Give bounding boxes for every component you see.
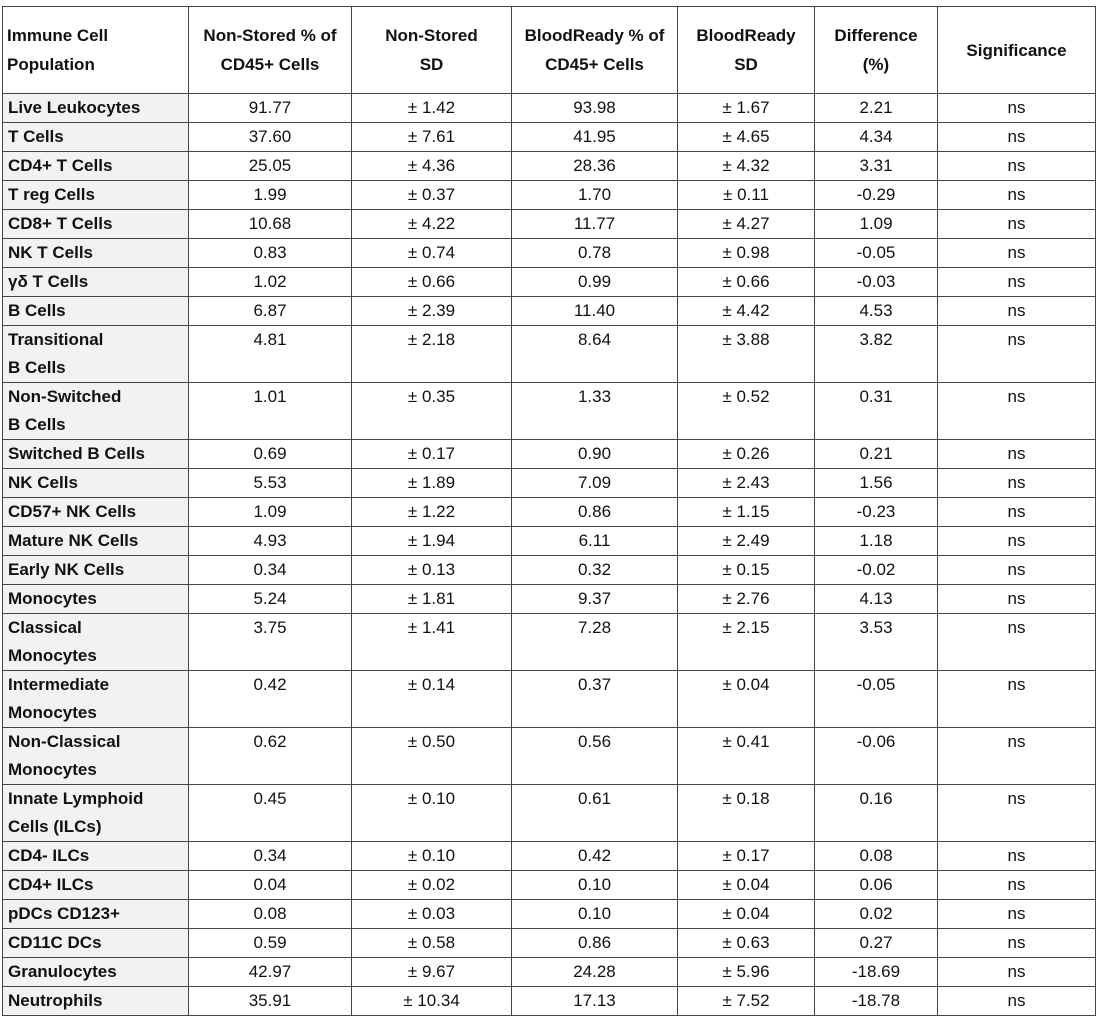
cell-bloodready-sd: ± 0.11: [678, 181, 815, 210]
cell-population: Non-Switched B Cells: [3, 383, 189, 440]
cell-bloodready-pct: 0.86: [512, 498, 678, 527]
cell-significance: ns: [938, 123, 1096, 152]
cell-difference: 0.31: [815, 383, 938, 440]
cell-population: Granulocytes: [3, 958, 189, 987]
cell-difference: 4.34: [815, 123, 938, 152]
cell-significance: ns: [938, 614, 1096, 671]
cell-bloodready-pct: 7.28: [512, 614, 678, 671]
cell-significance: ns: [938, 440, 1096, 469]
cell-bloodready-sd: ± 1.67: [678, 94, 815, 123]
cell-bloodready-pct: 28.36: [512, 152, 678, 181]
cell-nonstored-pct: 0.69: [189, 440, 352, 469]
cell-bloodready-sd: ± 0.63: [678, 929, 815, 958]
cell-nonstored-pct: 0.04: [189, 871, 352, 900]
cell-nonstored-sd: ± 1.94: [352, 527, 512, 556]
cell-nonstored-pct: 91.77: [189, 94, 352, 123]
cell-bloodready-sd: ± 0.26: [678, 440, 815, 469]
table-row: [3, 239, 1096, 268]
table-row: [3, 268, 1096, 297]
cell-bloodready-sd: ± 4.42: [678, 297, 815, 326]
cell-bloodready-pct: 0.42: [512, 842, 678, 871]
cell-population: CD4+ T Cells: [3, 152, 189, 181]
cell-bloodready-sd: ± 4.32: [678, 152, 815, 181]
cell-population: Monocytes: [3, 585, 189, 614]
cell-nonstored-sd: ± 0.58: [352, 929, 512, 958]
cell-nonstored-pct: 37.60: [189, 123, 352, 152]
table-row: [3, 987, 1096, 1016]
cell-bloodready-pct: 9.37: [512, 585, 678, 614]
cell-bloodready-sd: ± 4.27: [678, 210, 815, 239]
cell-population: CD4+ ILCs: [3, 871, 189, 900]
cell-significance: ns: [938, 785, 1096, 842]
cell-nonstored-sd: ± 2.39: [352, 297, 512, 326]
cell-population: Transitional B Cells: [3, 326, 189, 383]
cell-difference: -0.29: [815, 181, 938, 210]
cell-nonstored-pct: 6.87: [189, 297, 352, 326]
cell-nonstored-pct: 1.02: [189, 268, 352, 297]
cell-bloodready-pct: 0.90: [512, 440, 678, 469]
table-row: [3, 210, 1096, 239]
cell-nonstored-pct: 0.62: [189, 728, 352, 785]
table-row: [3, 585, 1096, 614]
cell-difference: 2.21: [815, 94, 938, 123]
cell-nonstored-pct: 10.68: [189, 210, 352, 239]
cell-significance: ns: [938, 181, 1096, 210]
cell-nonstored-pct: 0.08: [189, 900, 352, 929]
cell-nonstored-sd: ± 4.36: [352, 152, 512, 181]
table-row: [3, 958, 1096, 987]
header-bloodready-sd: BloodReady SD: [678, 7, 815, 94]
cell-bloodready-pct: 0.86: [512, 929, 678, 958]
cell-bloodready-sd: ± 0.41: [678, 728, 815, 785]
cell-significance: ns: [938, 671, 1096, 728]
cell-population: Mature NK Cells: [3, 527, 189, 556]
cell-bloodready-pct: 11.77: [512, 210, 678, 239]
table-row: [3, 181, 1096, 210]
cell-nonstored-sd: ± 0.35: [352, 383, 512, 440]
cell-population: NK T Cells: [3, 239, 189, 268]
header-significance: Significance: [938, 7, 1096, 94]
table-row: [3, 527, 1096, 556]
table-row: [3, 123, 1096, 152]
cell-bloodready-pct: 17.13: [512, 987, 678, 1016]
cell-difference: 0.08: [815, 842, 938, 871]
table-row: [3, 383, 1096, 440]
cell-bloodready-sd: ± 0.04: [678, 671, 815, 728]
cell-significance: ns: [938, 297, 1096, 326]
cell-population: B Cells: [3, 297, 189, 326]
cell-bloodready-sd: ± 3.88: [678, 326, 815, 383]
cell-population: T Cells: [3, 123, 189, 152]
cell-bloodready-sd: ± 2.43: [678, 469, 815, 498]
cell-nonstored-sd: ± 0.13: [352, 556, 512, 585]
cell-bloodready-pct: 8.64: [512, 326, 678, 383]
cell-nonstored-sd: ± 0.17: [352, 440, 512, 469]
cell-significance: ns: [938, 210, 1096, 239]
cell-significance: ns: [938, 383, 1096, 440]
cell-bloodready-sd: ± 7.52: [678, 987, 815, 1016]
cell-nonstored-pct: 0.42: [189, 671, 352, 728]
cell-bloodready-sd: ± 4.65: [678, 123, 815, 152]
cell-nonstored-sd: ± 0.14: [352, 671, 512, 728]
cell-difference: -0.06: [815, 728, 938, 785]
cell-bloodready-sd: ± 0.66: [678, 268, 815, 297]
cell-bloodready-sd: ± 0.15: [678, 556, 815, 585]
cell-population: pDCs CD123+: [3, 900, 189, 929]
cell-nonstored-pct: 4.81: [189, 326, 352, 383]
cell-nonstored-pct: 0.83: [189, 239, 352, 268]
cell-bloodready-sd: ± 2.15: [678, 614, 815, 671]
cell-population: Neutrophils: [3, 987, 189, 1016]
header-row: [3, 7, 1096, 94]
cell-bloodready-pct: 0.99: [512, 268, 678, 297]
cell-population: Innate Lymphoid Cells (ILCs): [3, 785, 189, 842]
cell-bloodready-pct: 6.11: [512, 527, 678, 556]
cell-population: NK Cells: [3, 469, 189, 498]
cell-significance: ns: [938, 469, 1096, 498]
table-row: [3, 297, 1096, 326]
cell-population: CD57+ NK Cells: [3, 498, 189, 527]
cell-nonstored-sd: ± 2.18: [352, 326, 512, 383]
cell-significance: ns: [938, 268, 1096, 297]
header-bloodready-pct: BloodReady % of CD45+ Cells: [512, 7, 678, 94]
table-row: [3, 785, 1096, 842]
cell-nonstored-pct: 1.09: [189, 498, 352, 527]
cell-bloodready-pct: 0.37: [512, 671, 678, 728]
cell-bloodready-sd: ± 0.04: [678, 871, 815, 900]
cell-difference: -18.69: [815, 958, 938, 987]
cell-difference: -0.02: [815, 556, 938, 585]
cell-significance: ns: [938, 728, 1096, 785]
table-row: [3, 900, 1096, 929]
cell-nonstored-pct: 1.01: [189, 383, 352, 440]
cell-nonstored-sd: ± 0.10: [352, 785, 512, 842]
cell-significance: ns: [938, 958, 1096, 987]
header-nonstored-pct: Non-Stored % of CD45+ Cells: [189, 7, 352, 94]
cell-difference: 3.53: [815, 614, 938, 671]
cell-bloodready-pct: 7.09: [512, 469, 678, 498]
header-difference: Difference (%): [815, 7, 938, 94]
cell-nonstored-sd: ± 9.67: [352, 958, 512, 987]
cell-bloodready-pct: 0.56: [512, 728, 678, 785]
cell-population: CD8+ T Cells: [3, 210, 189, 239]
cell-difference: 0.27: [815, 929, 938, 958]
cell-nonstored-sd: ± 1.89: [352, 469, 512, 498]
table-row: [3, 498, 1096, 527]
cell-nonstored-pct: 25.05: [189, 152, 352, 181]
cell-significance: ns: [938, 842, 1096, 871]
table-row: [3, 469, 1096, 498]
cell-difference: 4.13: [815, 585, 938, 614]
cell-difference: -0.03: [815, 268, 938, 297]
table-row: [3, 842, 1096, 871]
cell-bloodready-pct: 0.10: [512, 900, 678, 929]
cell-bloodready-sd: ± 0.52: [678, 383, 815, 440]
cell-difference: 1.09: [815, 210, 938, 239]
cell-population: Non-Classical Monocytes: [3, 728, 189, 785]
cell-bloodready-pct: 93.98: [512, 94, 678, 123]
cell-population: γδ T Cells: [3, 268, 189, 297]
cell-population: Switched B Cells: [3, 440, 189, 469]
cell-nonstored-pct: 5.24: [189, 585, 352, 614]
cell-bloodready-sd: ± 0.17: [678, 842, 815, 871]
cell-difference: -0.23: [815, 498, 938, 527]
cell-bloodready-pct: 0.10: [512, 871, 678, 900]
cell-nonstored-pct: 35.91: [189, 987, 352, 1016]
cell-bloodready-sd: ± 5.96: [678, 958, 815, 987]
cell-nonstored-sd: ± 10.34: [352, 987, 512, 1016]
immune-cell-table: [2, 6, 1096, 1016]
cell-bloodready-sd: ± 2.76: [678, 585, 815, 614]
table-row: [3, 440, 1096, 469]
cell-difference: 4.53: [815, 297, 938, 326]
table-row: [3, 326, 1096, 383]
cell-nonstored-sd: ± 0.66: [352, 268, 512, 297]
table-row: [3, 152, 1096, 181]
header-population: Immune Cell Population: [3, 7, 189, 94]
table-row: [3, 614, 1096, 671]
cell-nonstored-sd: ± 0.10: [352, 842, 512, 871]
cell-difference: 0.21: [815, 440, 938, 469]
cell-bloodready-sd: ± 0.18: [678, 785, 815, 842]
cell-nonstored-pct: 0.34: [189, 556, 352, 585]
cell-bloodready-sd: ± 0.04: [678, 900, 815, 929]
cell-difference: 3.31: [815, 152, 938, 181]
cell-nonstored-sd: ± 0.37: [352, 181, 512, 210]
table-row: [3, 728, 1096, 785]
cell-population: Intermediate Monocytes: [3, 671, 189, 728]
cell-difference: -0.05: [815, 239, 938, 268]
table-row: [3, 929, 1096, 958]
table-row: [3, 671, 1096, 728]
cell-significance: ns: [938, 987, 1096, 1016]
cell-population: Live Leukocytes: [3, 94, 189, 123]
cell-significance: ns: [938, 152, 1096, 181]
cell-nonstored-sd: ± 7.61: [352, 123, 512, 152]
cell-bloodready-sd: ± 2.49: [678, 527, 815, 556]
cell-bloodready-pct: 0.61: [512, 785, 678, 842]
cell-significance: ns: [938, 527, 1096, 556]
cell-significance: ns: [938, 585, 1096, 614]
cell-bloodready-pct: 0.32: [512, 556, 678, 585]
cell-population: T reg Cells: [3, 181, 189, 210]
cell-population: CD11C DCs: [3, 929, 189, 958]
cell-nonstored-sd: ± 0.50: [352, 728, 512, 785]
table-row: [3, 556, 1096, 585]
cell-nonstored-sd: ± 1.42: [352, 94, 512, 123]
cell-nonstored-sd: ± 1.22: [352, 498, 512, 527]
table-row: [3, 94, 1096, 123]
cell-significance: ns: [938, 326, 1096, 383]
cell-significance: ns: [938, 900, 1096, 929]
cell-significance: ns: [938, 929, 1096, 958]
cell-population: CD4- ILCs: [3, 842, 189, 871]
table-row: [3, 871, 1096, 900]
cell-nonstored-sd: ± 4.22: [352, 210, 512, 239]
cell-population: Early NK Cells: [3, 556, 189, 585]
cell-significance: ns: [938, 498, 1096, 527]
cell-nonstored-pct: 0.34: [189, 842, 352, 871]
cell-nonstored-sd: ± 0.74: [352, 239, 512, 268]
cell-bloodready-pct: 41.95: [512, 123, 678, 152]
cell-difference: 1.56: [815, 469, 938, 498]
cell-difference: 0.02: [815, 900, 938, 929]
cell-bloodready-pct: 11.40: [512, 297, 678, 326]
cell-nonstored-sd: ± 1.81: [352, 585, 512, 614]
cell-nonstored-pct: 1.99: [189, 181, 352, 210]
cell-nonstored-sd: ± 0.03: [352, 900, 512, 929]
cell-bloodready-pct: 24.28: [512, 958, 678, 987]
cell-significance: ns: [938, 871, 1096, 900]
cell-difference: 0.06: [815, 871, 938, 900]
cell-difference: 1.18: [815, 527, 938, 556]
cell-difference: -0.05: [815, 671, 938, 728]
cell-bloodready-pct: 1.33: [512, 383, 678, 440]
cell-bloodready-sd: ± 0.98: [678, 239, 815, 268]
cell-difference: -18.78: [815, 987, 938, 1016]
cell-nonstored-pct: 42.97: [189, 958, 352, 987]
cell-nonstored-sd: ± 0.02: [352, 871, 512, 900]
cell-significance: ns: [938, 94, 1096, 123]
cell-population: Classical Monocytes: [3, 614, 189, 671]
cell-significance: ns: [938, 556, 1096, 585]
cell-nonstored-pct: 4.93: [189, 527, 352, 556]
cell-nonstored-pct: 5.53: [189, 469, 352, 498]
cell-difference: 3.82: [815, 326, 938, 383]
cell-nonstored-sd: ± 1.41: [352, 614, 512, 671]
cell-nonstored-pct: 0.45: [189, 785, 352, 842]
cell-bloodready-pct: 0.78: [512, 239, 678, 268]
cell-bloodready-pct: 1.70: [512, 181, 678, 210]
header-nonstored-sd: Non-Stored SD: [352, 7, 512, 94]
cell-difference: 0.16: [815, 785, 938, 842]
cell-nonstored-pct: 3.75: [189, 614, 352, 671]
cell-bloodready-sd: ± 1.15: [678, 498, 815, 527]
cell-significance: ns: [938, 239, 1096, 268]
cell-nonstored-pct: 0.59: [189, 929, 352, 958]
